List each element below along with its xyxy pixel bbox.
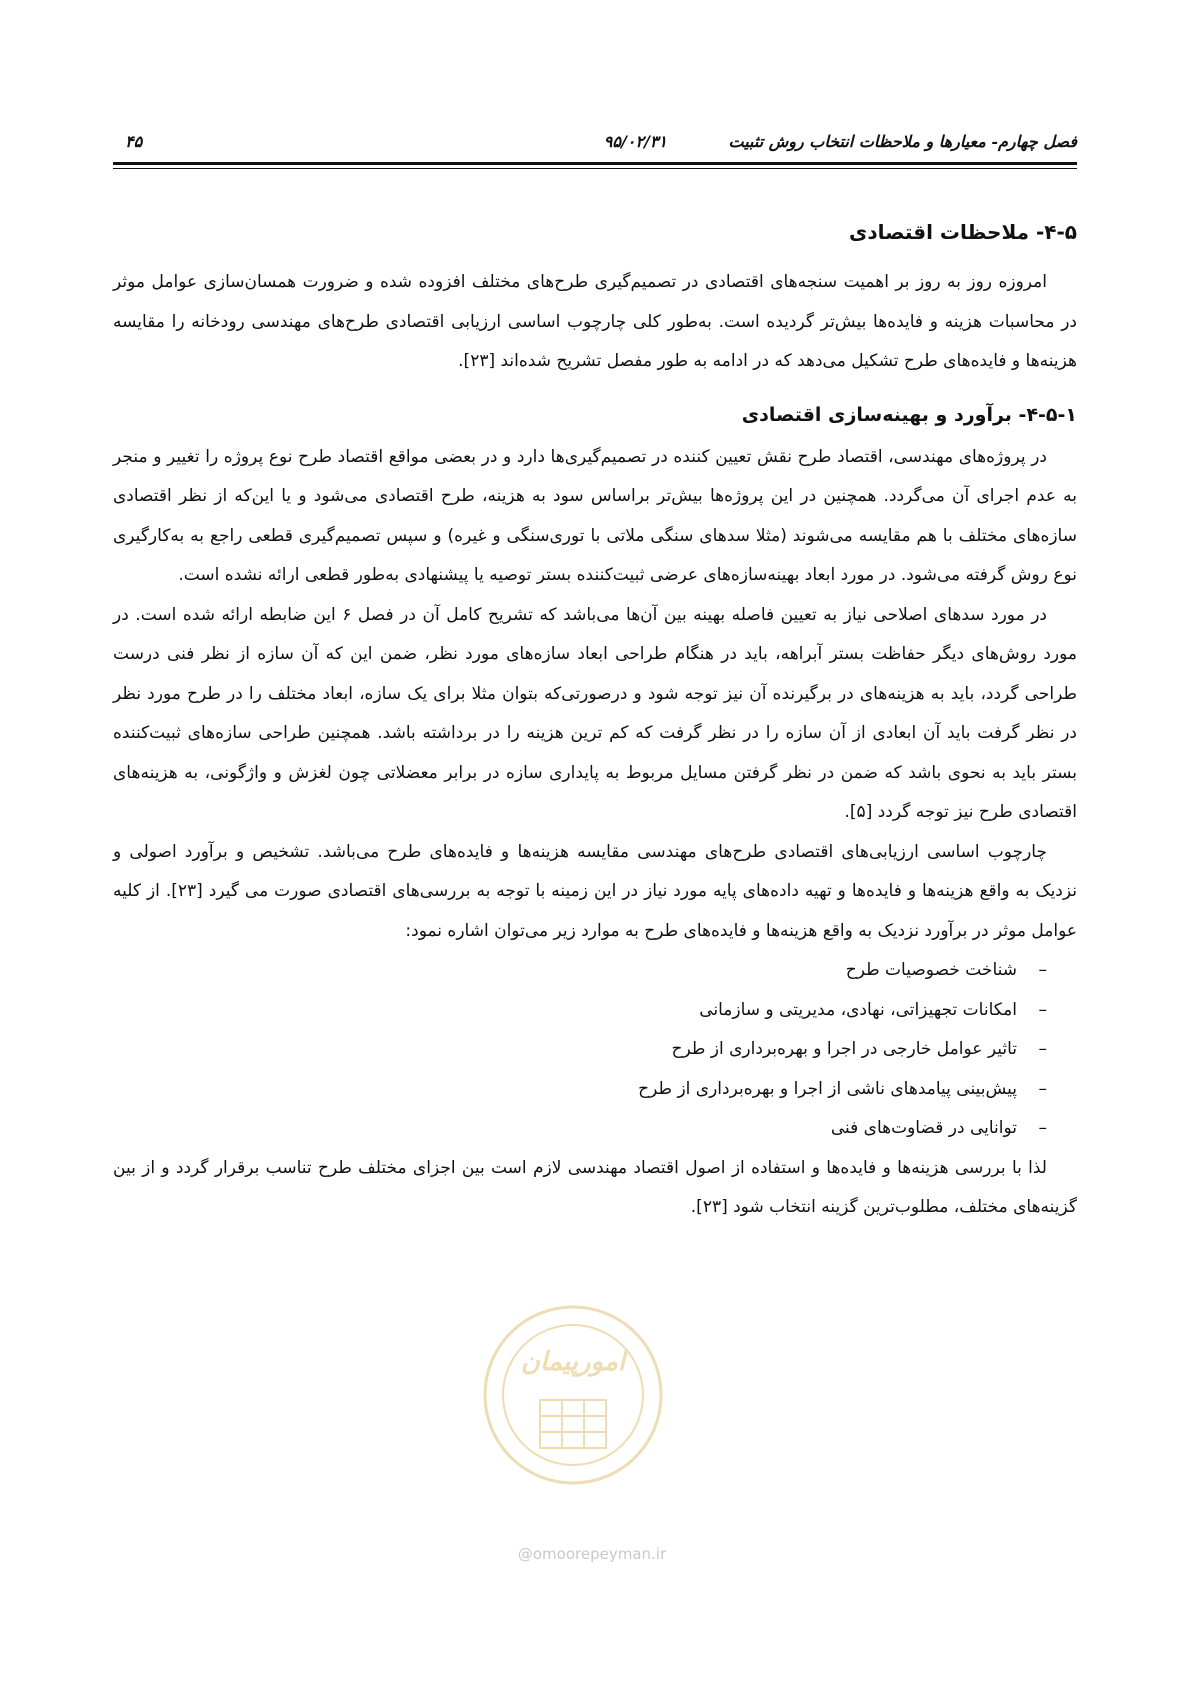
paragraph-economics: در پروژه‌های مهندسی، اقتصاد طرح نقش تعیین کننده در تصمیم‌گیری‌ها دارد و در بعضی مواقع اقتصاد طرح نوع پروژه را تغییر و منجر به عدم اجرای آن می‌گردد. همچنین در این پروژه‌ها بیش‌تر براساس سود به هزینه، طرح اقتصادی می‌شود و یا این‌که از نظر اقتصادی سازه‌های مختلف با هم مقایسه می‌شوند (مثلا سدهای سنگی ملاتی با توری‌سنگی و غیره) و سپس تصمیم‌گیری قطعی راجع به به‌کارگیری نوع روش گرفته می‌شود. در مورد ابعاد بهینه‌سازه‌های عرضی ثبیت‌کننده بستر توصیه یا پیشنهادی به‌طور قطعی ارائه نشده است. (113, 446, 1077, 585)
list-dash: – (1038, 1078, 1047, 1099)
chapter-title: فصل چهارم- معیارها و ملاحظات انتخاب روش تثبیت (728, 132, 1077, 151)
list-item-text: تاثیر عوامل خارجی در اجرا و بهره‌برداری از طرح (671, 1039, 1017, 1059)
list-item (113, 1070, 1047, 1110)
page-body (113, 215, 1077, 1228)
list-dash: – (1038, 1118, 1047, 1138)
header-rule-thin (113, 168, 1077, 169)
paragraph-check-dams: در مورد سدهای اصلاحی نیاز به تعیین فاصله بهینه بین آن‌ها می‌باشد که تشریح کامل آن در فصل ۶ این ضابطه ارائه شده است. در مورد روش‌های دیگر حفاظت بستر آبراهه، باید در هنگام طراحی ابعاد سازه‌های مورد نظر، ضمن این که آن سازه از نظر فنی درست طراحی گردد، باید به هزینه‌های در برگیرنده آن نیز توجه شود و درصورتی‌که بتوان مثلا برای یک سازه، ابعاد مختلف را در طرح مورد نظر در نظر گرفت باید آن ابعادی از آن سازه را در نظر گرفت که کم ترین هزینه را در برداشته باشد. همچنین طراحی سازه‌های ثبیت‌کننده بستر باید به نحوی باشد که ضمن در نظر گرفتن مسایل مربوط به پایداری سازه در برابر معضلاتی چون لغزش و واژگونی، به هزینه‌های اقتصادی طرح نیز توجه گردد [۵]. (113, 604, 1077, 822)
list-item-text: شناخت خصوصیات طرح (845, 960, 1017, 980)
list-item (113, 1109, 1047, 1149)
list-dash: – (1038, 1039, 1047, 1059)
seal-lettering: امورپیمان (520, 1347, 626, 1377)
list-item-text: توانایی در قضاوت‌های فنی (830, 1118, 1017, 1138)
page-number: ۴۵ (125, 132, 143, 151)
section-intro-paragraph: امروزه روز به روز بر اهمیت سنجه‌های اقتصادی در تصمیم‌گیری طرح‌های مختلف افزوده شده و ضرورت همسان‌سازی عوامل موثر در محاسبات هزینه و فایده‌ها بیش‌تر گردیده است. به‌طور کلی چارچوب اساسی ارزیابی اقتصادی طرح‌های مهندسی رودخانه را مقایسه هزینه‌ها و فایده‌های طرح تشکیل می‌دهد که در ادامه به طور مفصل تشریح شده‌اند [۲۳]. (113, 272, 1077, 371)
header-rule-thick (113, 162, 1077, 165)
subsection-heading: ۴-۵-۱- برآورد و بهینه‌سازی اقتصادی (741, 403, 1077, 426)
list-item (113, 1030, 1047, 1070)
list-dash: – (1038, 999, 1047, 1020)
watermark-website: @omoorepeyman.ir (517, 1545, 667, 1563)
seal-watermark (478, 1300, 668, 1490)
factors-list (113, 951, 1077, 1149)
list-item-text: امکانات تجهیزاتی، نهادی، مدیریتی و سازمانی (699, 999, 1017, 1020)
list-item-text: پیش‌بینی پیامدهای ناشی از اجرا و بهره‌برداری از طرح (638, 1078, 1017, 1099)
list-item (113, 991, 1047, 1031)
section-heading: ۴-۵- ملاحظات اقتصادی (849, 220, 1077, 244)
list-item (113, 951, 1047, 991)
conclusion-paragraph: لذا با بررسی هزینه‌ها و فایده‌ها و استفاده از اصول اقتصاد مهندسی لازم است بین اجزای مختلف طرح تناسب برقرار گردد و از بین گزینه‌های مختلف، مطلوب‌ترین گزینه انتخاب شود [۲۳]. (113, 1157, 1077, 1217)
page-header (113, 128, 1077, 158)
paragraph-framework: چارچوب اساسی ارزیابی‌های اقتصادی طرح‌های مهندسی مقایسه هزینه‌ها و فایده‌های طرح می‌باشد. تشخیص و برآورد اصولی و نزدیک به واقع هزینه‌ها و فایده‌ها و تهیه داده‌های پایه مورد نیاز در این زمینه با توجه به بررسی‌های اقتصادی صورت می گیرد [۲۳]. از کلیه عوامل موثر در برآورد نزدیک به واقع هزینه‌ها و فایده‌های طرح به موارد زیر می‌توان اشاره نمود: (113, 841, 1077, 941)
list-dash: – (1038, 960, 1047, 980)
header-date: ۹۵/۰۲/۳۱ (603, 132, 667, 151)
